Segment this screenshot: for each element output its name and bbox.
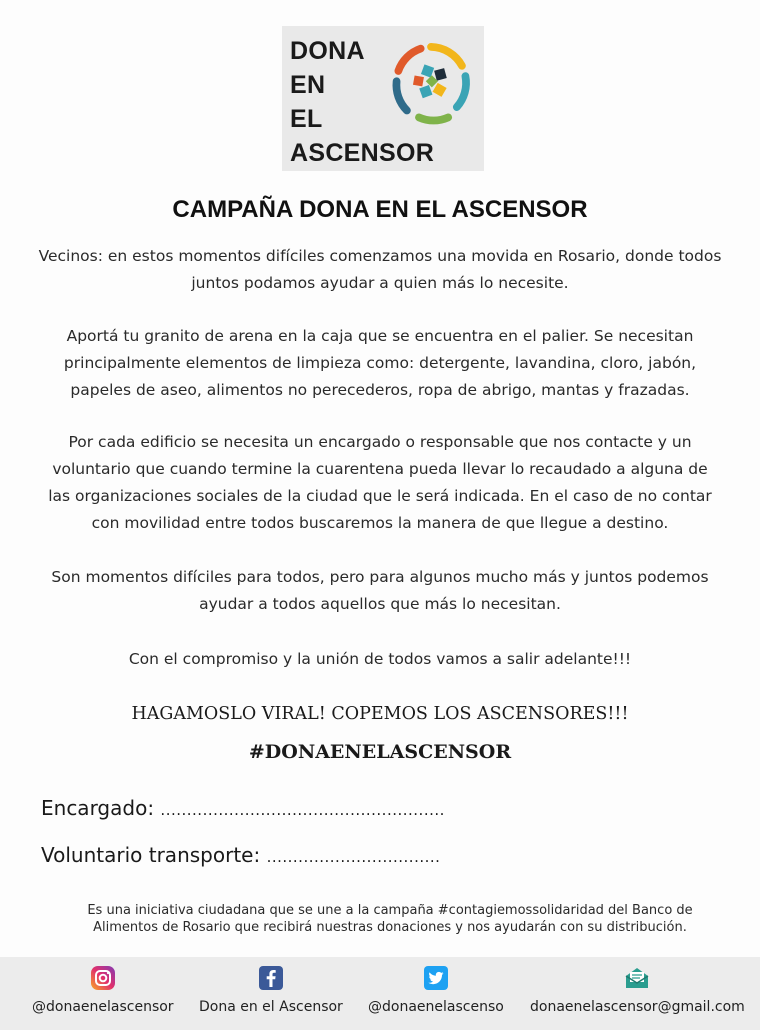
logo-line: DONA xyxy=(290,37,365,65)
facebook-link[interactable] xyxy=(199,965,343,1015)
paragraph-line: principalmente elementos de limpieza como: detergente, lavandina, cloro, jabón, xyxy=(63,354,697,372)
twitter-link[interactable] xyxy=(368,965,504,1015)
email-address: donaenelascensor@gmail.com xyxy=(530,999,745,1015)
paragraph-difficult-times xyxy=(20,564,740,618)
contact-footer xyxy=(0,957,760,1030)
facebook-icon xyxy=(258,965,284,991)
paragraph-line: Vecinos: en estos momentos difíciles comenzamos una movida en Rosario, donde todos xyxy=(38,247,722,265)
logo-line: ASCENSOR xyxy=(290,139,435,167)
paragraph-commitment xyxy=(20,646,740,673)
instagram-handle: @donaenelascensor xyxy=(32,999,174,1015)
paragraph-line: Son momentos difíciles para todos, pero para algunos mucho más y juntos podemos xyxy=(51,568,709,586)
paragraph-line: Aportá tu granito de arena en la caja que se encuentra en el palier. Se necesitan xyxy=(66,327,694,345)
paragraph-volunteers xyxy=(20,429,740,537)
paragraph-line: con movilidad entre todos buscaremos la manera de que llegue a destino. xyxy=(91,514,669,532)
instagram-icon xyxy=(90,965,116,991)
voluntario-field xyxy=(41,843,440,867)
footnote xyxy=(40,902,740,936)
paragraph-line: Por cada edificio se necesita un encargado o responsable que nos contacte y un xyxy=(68,433,692,451)
paragraph-line: las organizaciones sociales de la ciudad que le será indicada. En el caso de no contar xyxy=(48,487,712,505)
paragraph-line: juntos podamos ayudar a quien más lo necesite. xyxy=(191,274,569,292)
paragraph-line: ayudar a todos aquellos que más lo necesitan. xyxy=(199,595,561,613)
encargado-blank: ...................................................... xyxy=(160,801,445,819)
twitter-handle: @donaenelascenso xyxy=(368,999,504,1015)
encargado-label: Encargado: xyxy=(41,796,155,820)
encargado-field xyxy=(41,796,445,820)
logo-line: EL xyxy=(290,105,323,133)
hands-circle-logo-icon xyxy=(388,40,474,126)
hashtag: #DONAENELASCENSOR xyxy=(248,741,512,763)
paragraph-line: voluntario que cuando termine la cuarentena pueda llevar lo recaudado a alguna de xyxy=(52,460,708,478)
footnote-line: Alimentos de Rosario que recibirá nuestras donaciones y nos ayudarán con su distribución. xyxy=(93,920,687,935)
footnote-line: Es una iniciativa ciudadana que se une a la campaña #contagiemossolidaridad del Banco de xyxy=(87,903,693,918)
logo-line: EN xyxy=(290,71,326,99)
email-link[interactable] xyxy=(530,965,745,1015)
page-title: CAMPAÑA DONA EN EL ASCENSOR xyxy=(172,196,588,223)
viral-slogan: HAGAMOSLO VIRAL! COPEMOS LOS ASCENSORES!!! xyxy=(131,704,629,724)
facebook-page-name: Dona en el Ascensor xyxy=(199,999,343,1015)
logo-box xyxy=(282,26,484,171)
paragraph-donations xyxy=(20,323,740,404)
twitter-icon xyxy=(423,965,449,991)
email-icon xyxy=(624,965,650,991)
paragraph-line: Con el compromiso y la unión de todos vamos a salir adelante!!! xyxy=(128,650,632,668)
paragraph-intro xyxy=(20,243,740,297)
paragraph-line: papeles de aseo, alimentos no perecederos, ropa de abrigo, mantas y frazadas. xyxy=(70,381,690,399)
voluntario-blank: ................................. xyxy=(266,848,441,866)
instagram-link[interactable] xyxy=(32,965,174,1015)
voluntario-label: Voluntario transporte: xyxy=(41,843,261,867)
